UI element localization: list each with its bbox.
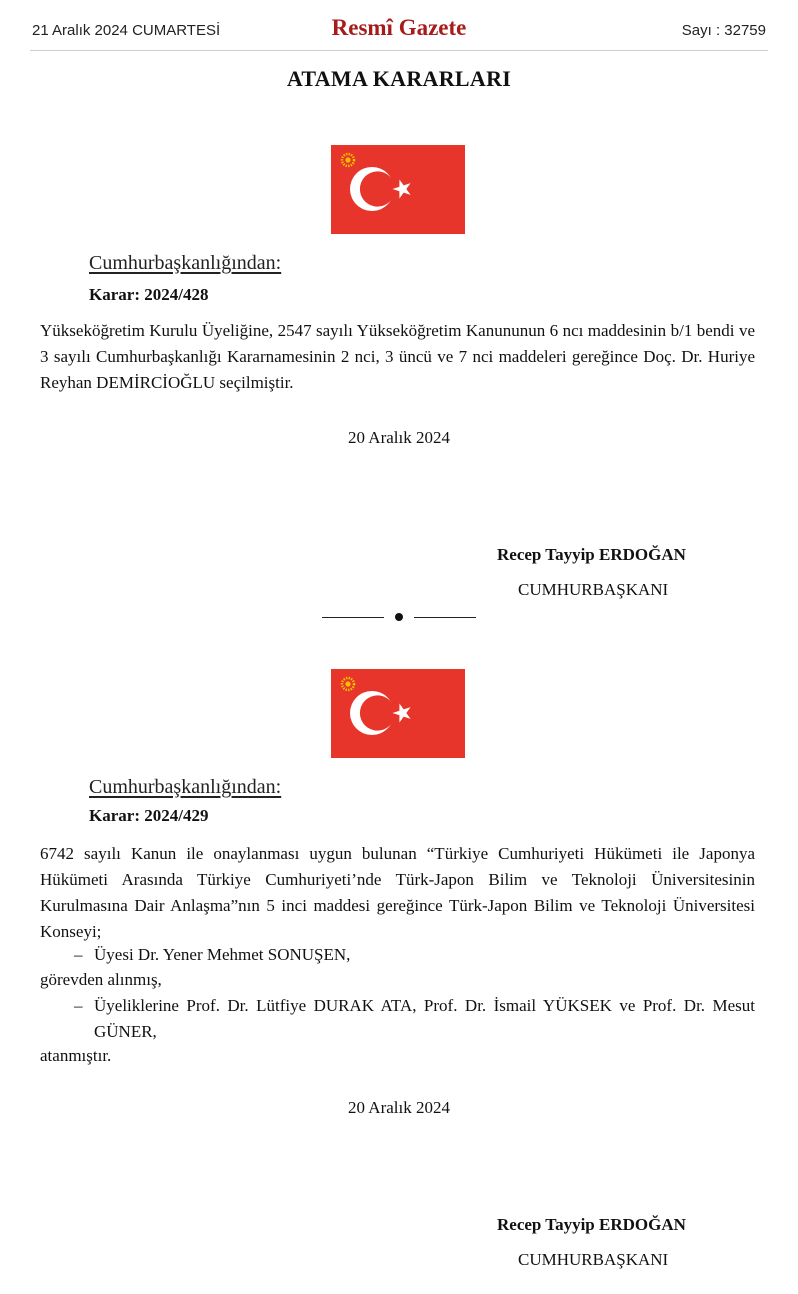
decision-number: Karar: 2024/428 <box>89 285 209 304</box>
decree-separator <box>322 606 476 626</box>
signer-title: CUMHURBAŞKANI <box>518 1250 669 1269</box>
issue-number: Sayı : 32759 <box>681 22 766 39</box>
list-item: Üyesi Dr. Yener Mehmet SONUŞEN, <box>94 945 351 964</box>
signer-name: Recep Tayyip ERDOĞAN <box>497 1215 686 1234</box>
decree-body: 6742 sayılı Kanun ile onaylanması uygun bulunan “Türkiye Cumhuriyeti Hükümeti ile Japonya Hükümeti Arasında Türkiye Cumhuriyeti’nde Türk-Japon Bilim ve Teknoloji Üniversitesinin Kurulmasına Dair Anlaşma”nın 5 inci maddesi gereğince Türk-Japon Bilim ve Teknoloji Üniversitesi Konseyi; <box>40 844 755 941</box>
decree-closing: atanmıştır. <box>40 1046 112 1065</box>
list-dash: – <box>74 996 83 1015</box>
turkish-flag-icon <box>331 145 465 234</box>
signer-title: CUMHURBAŞKANI <box>518 580 669 599</box>
turkish-flag-icon <box>331 669 465 758</box>
list-connector: görevden alınmış, <box>40 970 162 989</box>
section-title: ATAMA KARARLARI <box>286 66 512 91</box>
list-dash: – <box>74 945 83 964</box>
decree-body: Yükseköğretim Kurulu Üyeliğine, 2547 sayılı Yükseköğretim Kanununun 6 ncı maddesinin b/1 bendi ve 3 sayılı Cumhurbaşkanlığı Kararnamesinin 2 nci, 3 üncü ve 7 nci maddeleri gereğince Doç. Dr. Huriye Reyhan DEMİRCİOĞLU seçilmiştir. <box>40 321 755 392</box>
decree-date: 20 Aralık 2024 <box>348 428 450 447</box>
decision-number: Karar: 2024/429 <box>89 806 209 825</box>
list-item: Üyeliklerine Prof. Dr. Lütfiye DURAK ATA, Prof. Dr. İsmail YÜKSEK ve Prof. Dr. Mesut GÜNER, <box>94 996 755 1041</box>
decree-date: 20 Aralık 2024 <box>348 1098 450 1117</box>
gazette-header <box>30 14 768 51</box>
gazette-title: Resmî Gazete <box>331 15 467 40</box>
signer-name: Recep Tayyip ERDOĞAN <box>497 545 686 564</box>
issue-date: 21 Aralık 2024 CUMARTESİ <box>32 22 221 39</box>
issuing-authority: Cumhurbaşkanlığından: <box>89 252 282 274</box>
issuing-authority: Cumhurbaşkanlığından: <box>89 776 282 798</box>
